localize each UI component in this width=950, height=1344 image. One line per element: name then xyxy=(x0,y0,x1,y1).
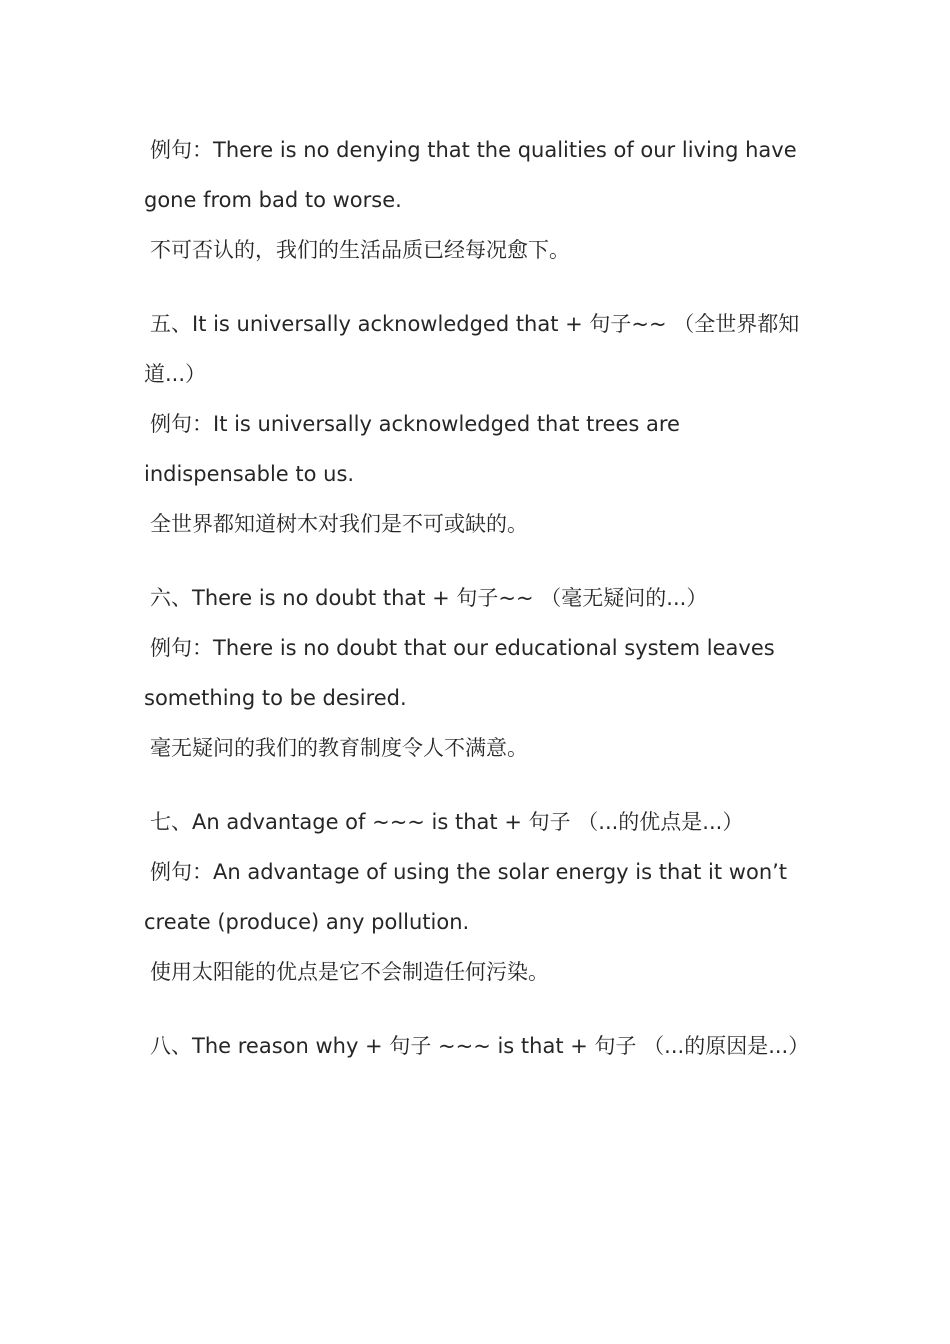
section-7-heading: 七、An advantage of ~~~ is that + 句子 （...的优点是...） xyxy=(150,810,744,834)
section-6-heading: 六、There is no doubt that + 句子~~ （毫无疑问的...） xyxy=(150,586,708,610)
example-sentence-5-zh: 全世界都知道树木对我们是不可或缺的。 xyxy=(150,512,528,536)
section-5-heading-line2: 道...） xyxy=(144,362,207,386)
example-sentence-5-en-line2: indispensable to us. xyxy=(144,462,355,486)
example-sentence-5-en-line1: 例句：It is universally acknowledged that trees are xyxy=(150,412,680,436)
example-sentence-4-en-line2: gone from bad to worse. xyxy=(144,188,402,212)
example-sentence-6-en-line1: 例句：There is no doubt that our educational system leaves xyxy=(150,636,775,660)
example-sentence-7-zh: 使用太阳能的优点是它不会制造任何污染。 xyxy=(150,960,549,984)
example-sentence-4-en-line1: 例句：There is no denying that the qualities of our living have xyxy=(150,138,797,162)
section-8-heading: 八、The reason why + 句子 ~~~ is that + 句子 （...的原因是...） xyxy=(150,1034,810,1058)
example-sentence-7-en-line2: create (produce) any pollution. xyxy=(144,910,470,934)
example-sentence-6-zh: 毫无疑问的我们的教育制度令人不满意。 xyxy=(150,736,528,760)
example-sentence-6-en-line2: something to be desired. xyxy=(144,686,407,710)
example-sentence-4-zh: 不可否认的，我们的生活品质已经每况愈下。 xyxy=(150,238,570,262)
section-5-heading-line1: 五、It is universally acknowledged that + 句子~~ （全世界都知 xyxy=(150,312,800,336)
example-sentence-7-en-line1: 例句：An advantage of using the solar energy is that it won’t xyxy=(150,860,788,884)
